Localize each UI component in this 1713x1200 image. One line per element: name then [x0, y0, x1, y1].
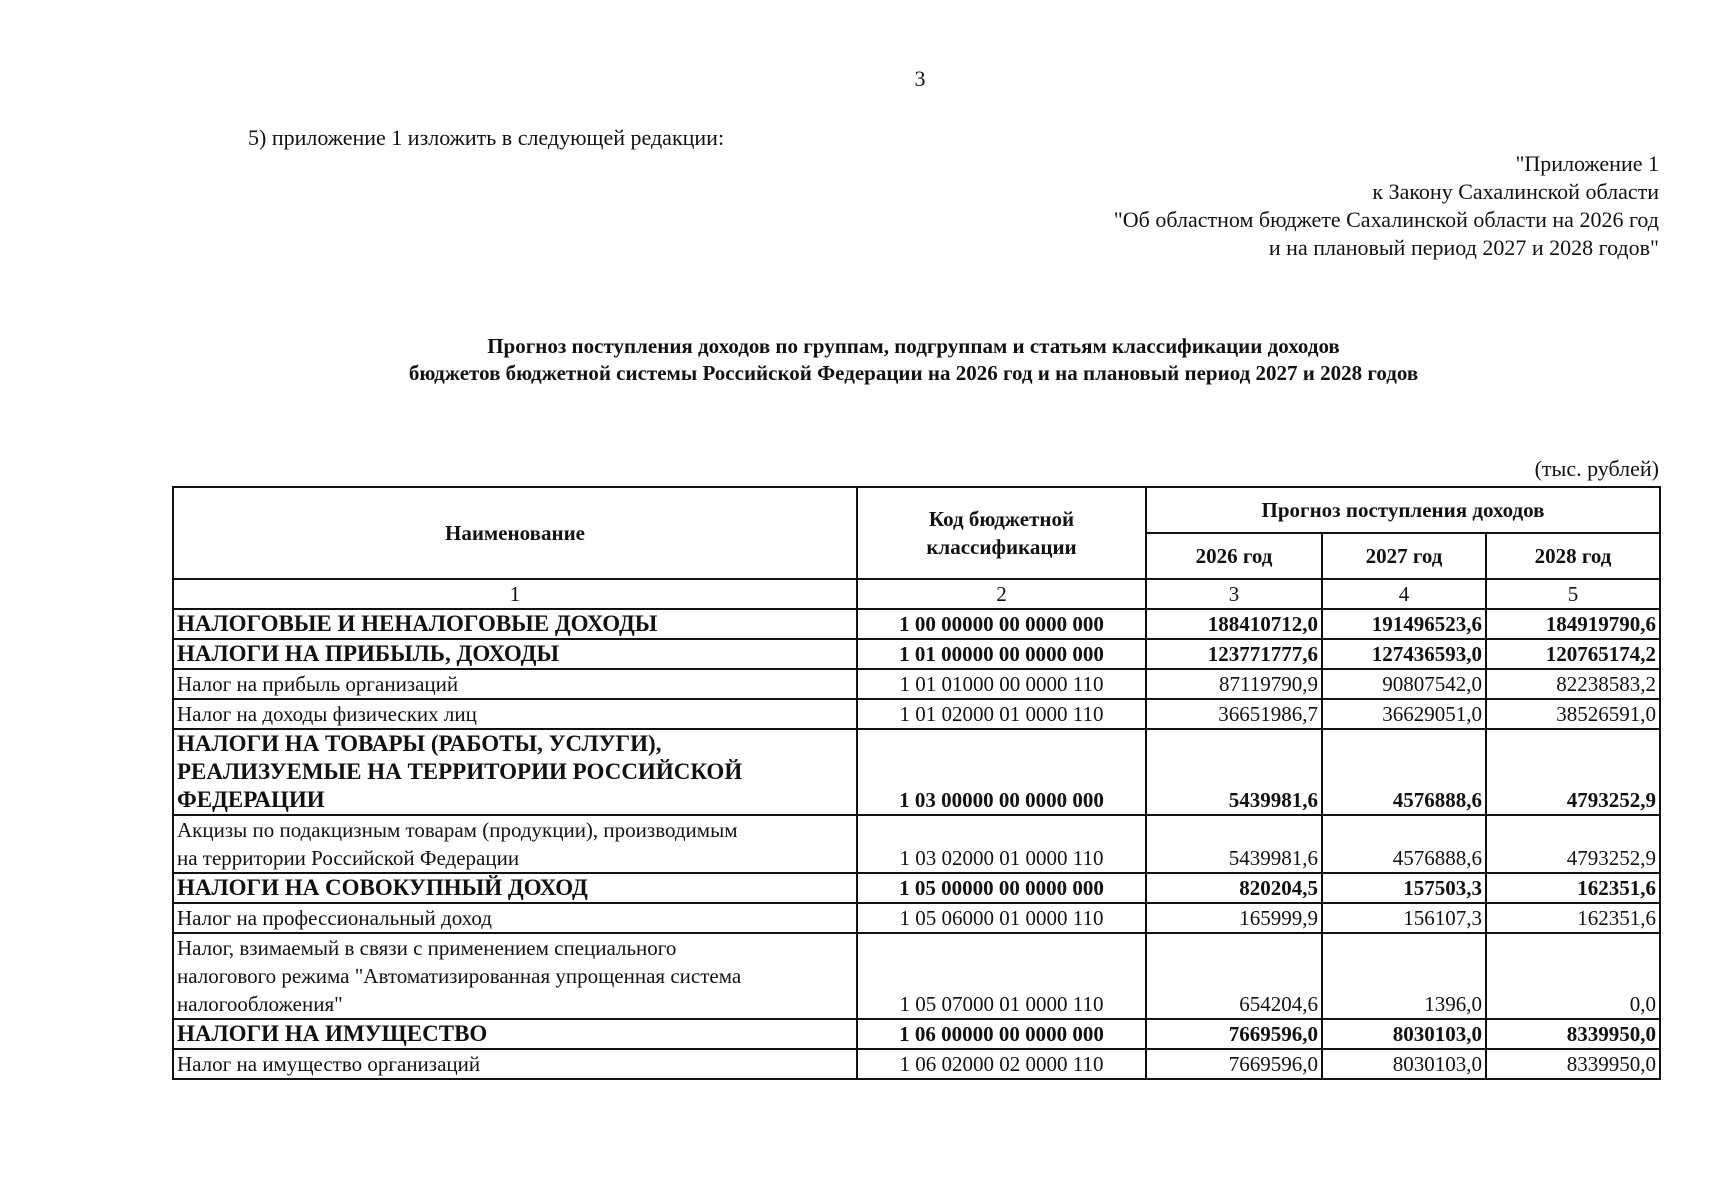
row-value-2026: 36651986,7 — [1146, 699, 1322, 729]
appendix-line: и на плановый период 2027 и 2028 годов" — [1268, 235, 1659, 260]
row-value-2028: 38526591,0 — [1486, 699, 1660, 729]
column-number: 1 — [173, 579, 857, 609]
row-name-line: НАЛОГИ НА ТОВАРЫ (РАБОТЫ, УСЛУГИ), — [177, 731, 662, 756]
table-row — [173, 699, 1660, 729]
row-value-2027: 4576888,6 — [1322, 815, 1486, 873]
table-body — [173, 579, 1660, 1079]
row-value-2027: 36629051,0 — [1322, 699, 1486, 729]
row-name: НАЛОГИ НА ИМУЩЕСТВО — [173, 1019, 857, 1049]
row-code: 1 05 06000 01 0000 110 — [857, 903, 1146, 933]
header-year-2026: 2026 год — [1146, 533, 1322, 579]
table-row — [173, 1019, 1660, 1049]
row-name-line: Акцизы по подакцизным товарам (продукции), производимым — [177, 818, 738, 842]
row-code: 1 01 02000 01 0000 110 — [857, 699, 1146, 729]
row-value-2026: 7669596,0 — [1146, 1049, 1322, 1079]
header-year-2028: 2028 год — [1486, 533, 1660, 579]
row-name: НАЛОГИ НА ПРИБЫЛЬ, ДОХОДЫ — [173, 639, 857, 669]
row-value-2028: 8339950,0 — [1486, 1049, 1660, 1079]
intro-text: 5) приложение 1 изложить в следующей редакции: — [248, 125, 725, 150]
row-code: 1 03 02000 01 0000 110 — [857, 815, 1146, 873]
revenue-table — [172, 486, 1661, 1080]
row-name: Налог на профессиональный доход — [173, 903, 857, 933]
row-code: 1 05 00000 00 0000 000 — [857, 873, 1146, 903]
row-value-2028: 4793252,9 — [1486, 729, 1660, 815]
column-numbers-row — [173, 579, 1660, 609]
row-value-2026: 820204,5 — [1146, 873, 1322, 903]
row-name: Налог на прибыль организаций — [173, 669, 857, 699]
row-code: 1 06 00000 00 0000 000 — [857, 1019, 1146, 1049]
row-code: 1 01 00000 00 0000 000 — [857, 639, 1146, 669]
row-name: Налог на доходы физических лиц — [173, 699, 857, 729]
header-forecast: Прогноз поступления доходов — [1146, 487, 1660, 533]
row-value-2026: 5439981,6 — [1146, 729, 1322, 815]
row-value-2028: 4793252,9 — [1486, 815, 1660, 873]
header-name: Наименование — [173, 487, 857, 579]
header-year-2027: 2027 год — [1322, 533, 1486, 579]
row-value-2026: 654204,6 — [1146, 933, 1322, 1019]
row-value-2028: 162351,6 — [1486, 873, 1660, 903]
table-row — [173, 1049, 1660, 1079]
page-number: 3 — [914, 66, 926, 91]
document-title — [170, 333, 1657, 387]
row-code: 1 00 00000 00 0000 000 — [857, 609, 1146, 639]
table-row — [173, 815, 1660, 873]
title-line: Прогноз поступления доходов по группам, подгруппам и статьям классификации доходов — [487, 334, 1340, 358]
appendix-line: к Закону Сахалинской области — [1372, 179, 1659, 204]
appendix-line: "Приложение 1 — [1515, 151, 1659, 176]
row-code: 1 01 01000 00 0000 110 — [857, 669, 1146, 699]
row-name — [173, 933, 857, 1019]
appendix-reference — [1114, 150, 1659, 262]
row-value-2027: 8030103,0 — [1322, 1049, 1486, 1079]
table-row — [173, 669, 1660, 699]
row-name-line: Налог, взимаемый в связи с применением специального — [177, 936, 677, 960]
row-name-line: ФЕДЕРАЦИИ — [177, 787, 325, 812]
row-value-2028: 120765174,2 — [1486, 639, 1660, 669]
table-row — [173, 729, 1660, 815]
row-value-2027: 4576888,6 — [1322, 729, 1486, 815]
row-value-2027: 127436593,0 — [1322, 639, 1486, 669]
appendix-line: "Об областном бюджете Сахалинской области на 2026 год — [1113, 207, 1659, 232]
row-value-2027: 8030103,0 — [1322, 1019, 1486, 1049]
row-value-2027: 156107,3 — [1322, 903, 1486, 933]
column-number: 3 — [1146, 579, 1322, 609]
table-row — [173, 609, 1660, 639]
header-code: Код бюджетной классификации — [857, 487, 1146, 579]
table-row — [173, 933, 1660, 1019]
row-name-line: на территории Российской Федерации — [177, 846, 520, 870]
column-number: 5 — [1486, 579, 1660, 609]
row-value-2027: 157503,3 — [1322, 873, 1486, 903]
row-code: 1 03 00000 00 0000 000 — [857, 729, 1146, 815]
row-name-line: налогообложения" — [177, 992, 343, 1016]
row-value-2028: 8339950,0 — [1486, 1019, 1660, 1049]
row-code: 1 05 07000 01 0000 110 — [857, 933, 1146, 1019]
row-name: НАЛОГОВЫЕ И НЕНАЛОГОВЫЕ ДОХОДЫ — [173, 609, 857, 639]
row-value-2026: 87119790,9 — [1146, 669, 1322, 699]
row-value-2026: 188410712,0 — [1146, 609, 1322, 639]
title-line: бюджетов бюджетной системы Российской Федерации на 2026 год и на плановый период 2027 и 2028 годов — [408, 361, 1419, 385]
row-code: 1 06 02000 02 0000 110 — [857, 1049, 1146, 1079]
row-value-2027: 191496523,6 — [1322, 609, 1486, 639]
row-value-2026: 165999,9 — [1146, 903, 1322, 933]
row-name-line: РЕАЛИЗУЕМЫЕ НА ТЕРРИТОРИИ РОССИЙСКОЙ — [177, 759, 743, 784]
table-row — [173, 873, 1660, 903]
row-value-2028: 162351,6 — [1486, 903, 1660, 933]
row-value-2027: 90807542,0 — [1322, 669, 1486, 699]
row-value-2026: 5439981,6 — [1146, 815, 1322, 873]
column-number: 4 — [1322, 579, 1486, 609]
row-value-2028: 0,0 — [1486, 933, 1660, 1019]
table-row — [173, 639, 1660, 669]
row-value-2028: 184919790,6 — [1486, 609, 1660, 639]
unit-label: (тыс. рублей) — [1534, 456, 1659, 481]
row-name — [173, 729, 857, 815]
row-name: НАЛОГИ НА СОВОКУПНЫЙ ДОХОД — [173, 873, 857, 903]
row-name-line: налогового режима "Автоматизированная упрощенная система — [177, 964, 742, 988]
row-name: Налог на имущество организаций — [173, 1049, 857, 1079]
table-row — [173, 903, 1660, 933]
row-name — [173, 815, 857, 873]
row-value-2027: 1396,0 — [1322, 933, 1486, 1019]
row-value-2026: 7669596,0 — [1146, 1019, 1322, 1049]
column-number: 2 — [857, 579, 1146, 609]
row-value-2028: 82238583,2 — [1486, 669, 1660, 699]
row-value-2026: 123771777,6 — [1146, 639, 1322, 669]
